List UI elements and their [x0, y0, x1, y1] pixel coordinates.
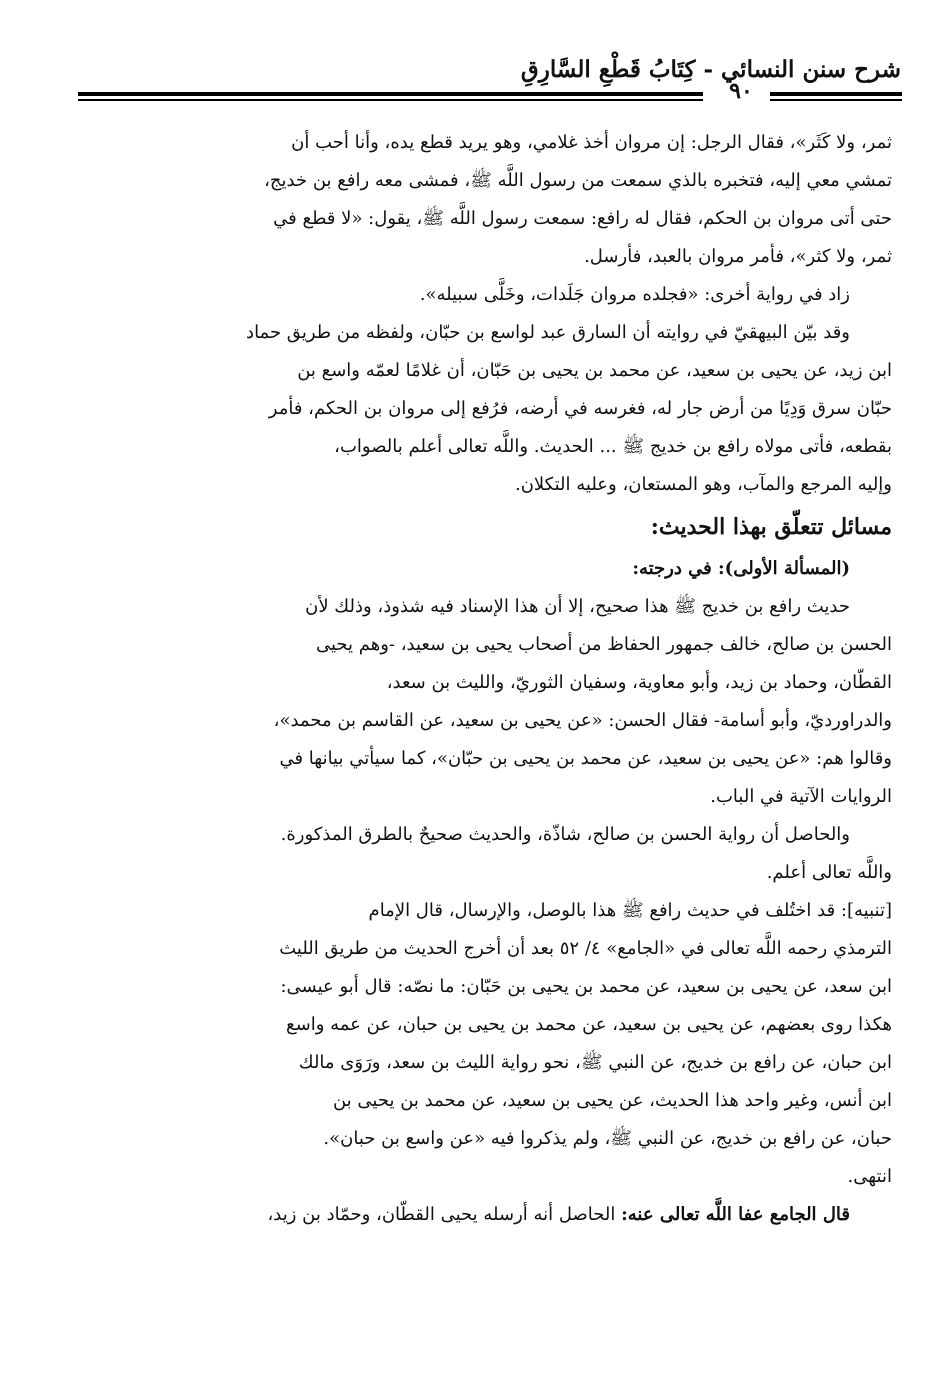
text-line: وقد بيّن البيهقيّ في روايته أن السارق عبد لواسع بن حبّان، ولفظه من طريق حماد — [246, 322, 850, 343]
text-line: تمشي معي إليه، فتخبره بالذي سمعت من رسول اللَّه ﷺ، فمشى معه رافع بن خديج، — [264, 170, 892, 191]
note-line: [تنبيه]: قد اختُلف في حديث رافع ﷺ هذا بالوصل، والإرسال، قال الإمام — [368, 900, 892, 921]
text-line: الحسن بن صالح، خالف جمهور الحفاظ من أصحاب يحيى بن سعيد، -وهم يحيى — [315, 634, 892, 655]
text-line: الروايات الآتية في الباب. — [710, 786, 892, 807]
header-rule — [770, 99, 902, 101]
text-line: وقالوا هم: «عن يحيى بن سعيد، عن محمد بن يحيى بن حبّان»، كما سيأتي بيانها في — [279, 748, 892, 769]
section-heading: مسائل تتعلّق بهذا الحديث: — [650, 514, 892, 540]
text-line: ابن زيد، عن يحيى بن سعيد، عن محمد بن يحيى بن حَبّان، أن غلامًا لعمّه واسع بن — [297, 360, 892, 381]
text-line — [44, 1196, 892, 1234]
text-line: حبان، عن رافع بن خديج، عن النبي ﷺ، ولم يذكروا فيه «عن واسع بن حبان». — [323, 1128, 892, 1149]
author-remark-text: الحاصل أنه أرسله يحيى القطّان، وحمّاد بن زيد، — [267, 1204, 616, 1225]
running-title: شرح سنن النسائي - كِتَابُ قَطْعِ السَّارِقِ — [520, 56, 901, 83]
text-line: وإليه المرجع والمآب، وهو المستعان، وعليه التكلان. — [514, 474, 892, 495]
text-line: بقطعه، فأتى مولاه رافع بن خديج ﷺ ... الحديث. واللَّه تعالى أعلم بالصواب، — [334, 436, 892, 457]
body-text — [44, 124, 892, 1234]
text-line: حديث رافع بن خديج ﷺ هذا صحيح، إلا أن هذا الإسناد فيه شذوذ، وذلك لأن — [305, 596, 850, 617]
text-line: ابن حبان، عن رافع بن خديج، عن النبي ﷺ، نحو رواية الليث بن سعد، ورَوَى مالك — [298, 1052, 892, 1073]
text-line: ابن سعد، عن يحيى بن سعيد، عن محمد بن يحيى بن حَبّان: ما نصّه: قال أبو عيسى: — [280, 976, 892, 997]
text-line: زاد في رواية أخرى: «فجلده مروان جَلَدات، وخَلَّى سبيله». — [419, 284, 850, 305]
text-line: حبّان سرق وَدِيًا من أرض جار له، فغرسه في أرضه، فرُفع إلى مروان بن الحكم، فأمر — [268, 398, 892, 419]
text-line: القطّان، وحماد بن زيد، وأبو معاوية، وسفيان الثوريّ، والليث بن سعد، — [386, 672, 892, 693]
text-line: والدراورديّ، وأبو أسامة- فقال الحسن: «عن يحيى بن سعيد، عن القاسم بن محمد»، — [273, 710, 892, 731]
text-line: الترمذي رحمه اللَّه تعالى في «الجامع» ٤/ ٥٢ بعد أن أخرج الحديث من طريق الليث — [279, 938, 892, 959]
text-line: حتى أتى مروان بن الحكم، فقال له رافع: سمعت رسول اللَّه ﷺ، يقول: «لا قطع في — [273, 208, 892, 229]
header-rule — [770, 92, 902, 96]
text-line: واللَّه تعالى أعلم. — [766, 862, 892, 883]
text-line: ثمر، ولا كثر»، فأمر مروان بالعبد، فأرسل. — [584, 246, 892, 267]
author-remark-lead: قال الجامع عفا اللَّه تعالى عنه: — [621, 1204, 850, 1225]
subsection-heading: (المسألة الأولى): في درجته: — [632, 558, 850, 579]
text-line: والحاصل أن رواية الحسن بن صالح، شاذّة، والحديث صحيحٌ بالطرق المذكورة. — [280, 824, 850, 845]
header-rule — [78, 99, 703, 101]
text-line: ثمر، ولا كَثَر»، فقال الرجل: إن مروان أخذ غلامي، وهو يريد قطع يده، وأنا أحب أن — [291, 132, 892, 153]
page-number: ٩٠ — [729, 78, 753, 104]
text-line: انتهى. — [847, 1166, 892, 1187]
header-rule — [78, 92, 703, 96]
text-line: هكذا روى بعضهم، عن يحيى بن سعيد، عن محمد بن يحيى بن حبان، عن عمه واسع — [286, 1014, 892, 1035]
text-line: ابن أنس، وغير واحد هذا الحديث، عن يحيى بن سعيد، عن محمد بن يحيى بن — [332, 1090, 892, 1111]
